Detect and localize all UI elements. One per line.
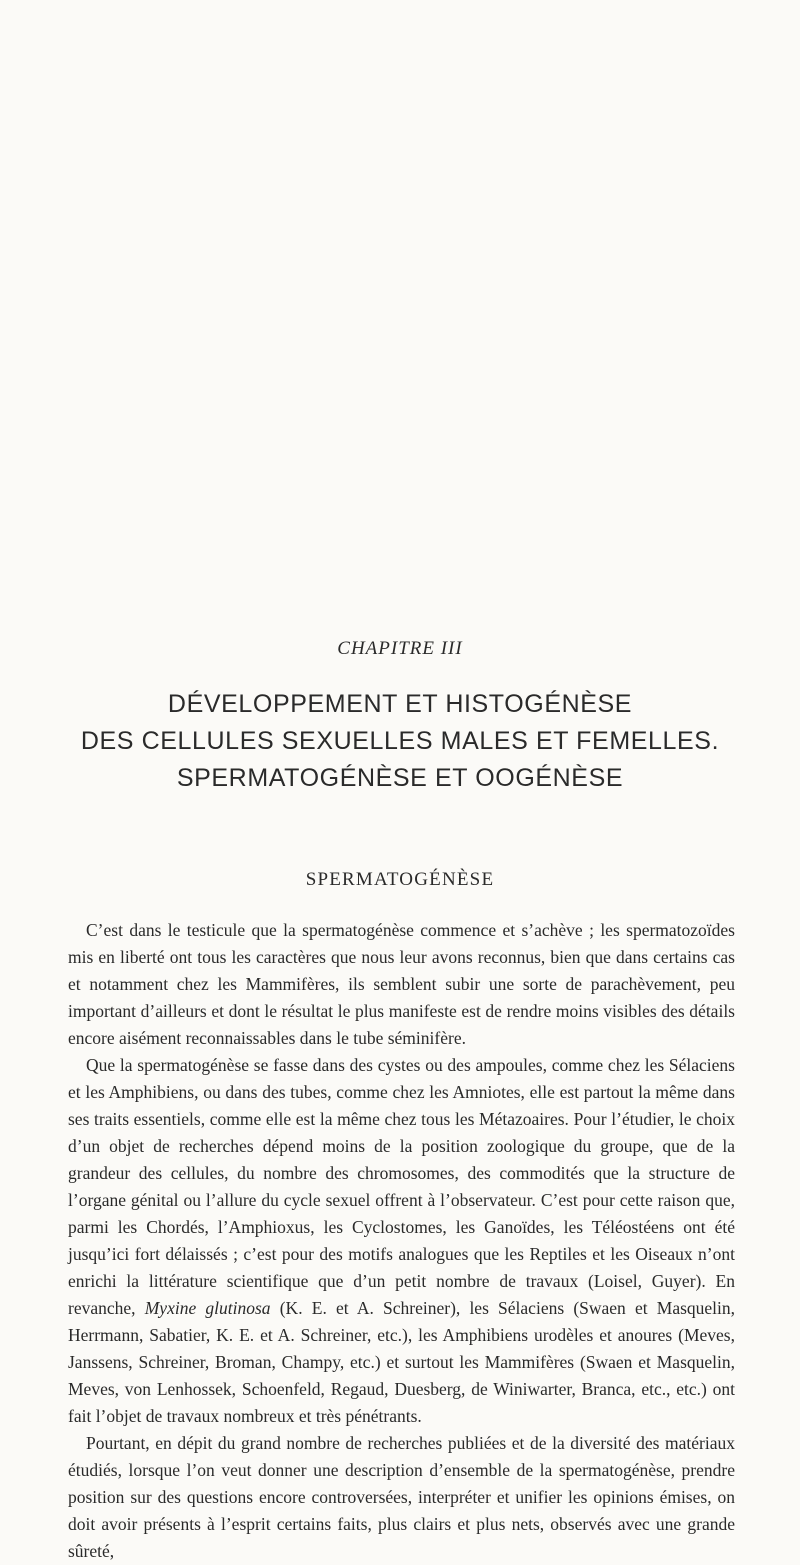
body-text	[68, 917, 735, 1565]
paragraph-1: C’est dans le testicule que la spermatogénèse commence et s’achève ; les spermatozoïdes mis en liberté ont tous les caractères que nous leur avons reconnus, bien que dans certains cas et notamment chez les Mammifères, ils semblent subir une sorte de parachèvement, peu important d’ailleurs et dont le résultat le plus manifeste est de rendre moins visibles des détails encore aisément reconnaissables dans le tube séminifère.	[68, 920, 735, 1048]
title-line-1: DÉVELOPPEMENT ET HISTOGÉNÈSE	[167, 690, 633, 718]
paragraph-2-part-b: (K. E. et A. Schreiner), les Sélaciens (Swaen et Masquelin, Herrmann, Sabatier, K. E. et A. Schreiner, etc.), les Amphibiens urodèles et anoures (Meves, Janssens, Schreiner, Broman, Champy, etc.) et surtout les Mammifères (Swaen et Masquelin, Meves, von Lenhossek, Schoenfeld, Regaud, Duesberg, de Winiwarter, Branca, etc., etc.) ont fait l’objet de travaux nombreux et très pénétrants.	[68, 1298, 736, 1426]
section-heading: SPERMATOGÉNÈSE	[305, 869, 495, 890]
paragraph-2	[68, 1052, 735, 1430]
paragraph-3: Pourtant, en dépit du grand nombre de recherches publiées et de la diversité des matériaux étudiés, lorsque l’on veut donner une description d’ensemble de la spermatogénèse, prendre position sur des questions encore controversées, interpréter et unifier les opinions émises, on doit avoir présents à l’esprit certains faits, plus clairs et plus nets, observés avec une grande sûreté,	[68, 1433, 735, 1561]
title-line-3: SPERMATOGÉNÈSE ET OOGÉNÈSE	[176, 764, 624, 792]
chapter-label: CHAPITRE III	[337, 638, 463, 659]
paragraph-2-part-a: Que la spermatogénèse se fasse dans des cystes ou des ampoules, comme chez les Sélaciens et les Amphibiens, ou dans des tubes, comme chez les Amniotes, elle est partout la même dans ses traits essentiels, comme elle est la même chez tous les Métazoaires. Pour l’étudier, le choix d’un objet de recherches dépend moins de la position zoologique du groupe, que de la grandeur des cellules, du nombre des chromosomes, des commodités que la structure de l’organe génital ou l’allure du cycle sexuel offrent à l’observateur. C’est pour cette raison que, parmi les Chordés, l’Amphioxus, les Cyclostomes, les Ganoïdes, les Téléostéens ont été jusqu’ici fort délaissés ; c’est pour des motifs analogues que les Reptiles et les Oiseaux n’ont enrichi la littérature scientifique que d’un petit nombre de travaux (Loisel, Guyer). En revanche,	[68, 1055, 735, 1318]
species-name: Myxine glutinosa	[144, 1298, 271, 1318]
chapter-title	[0, 686, 800, 797]
title-line-2: DES CELLULES SEXUELLES MALES ET FEMELLES.	[80, 727, 720, 755]
